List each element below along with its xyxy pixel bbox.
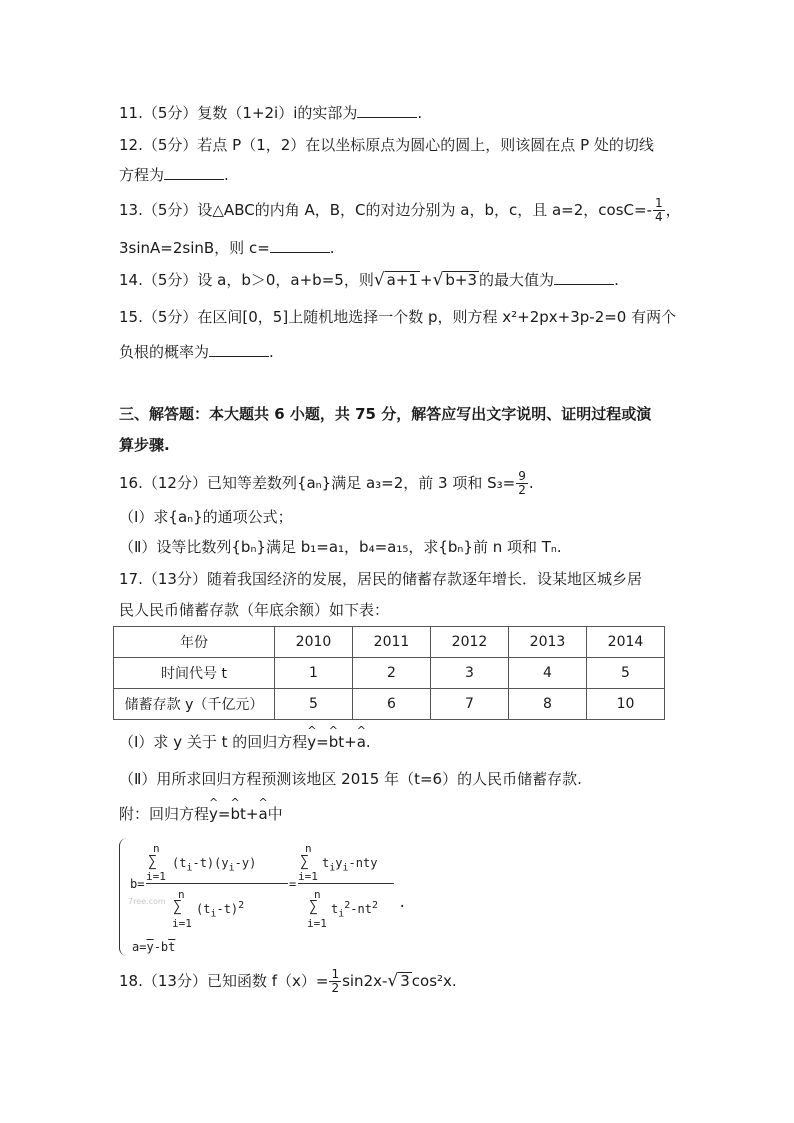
question-15-line2: 负根的概率为 . bbox=[119, 343, 274, 361]
table-cell: 10 bbox=[587, 689, 665, 720]
fraction: $\frac{9}{2}$ bbox=[518, 469, 526, 497]
table-cell: 8 bbox=[509, 689, 587, 720]
table-cell: 4 bbox=[509, 658, 587, 689]
table-cell: 2012 bbox=[431, 627, 509, 658]
question-17-line1: 17.（13分）随着我国经济的发展，居民的储蓄存款逐年增长．设某地区城乡居 bbox=[119, 570, 642, 588]
question-14: 14.（5分）设 a，b＞0，a+b=5，则√ a+1 +√ b+3 的最大值为 . bbox=[119, 270, 619, 290]
section-heading-line1: 三、解答题：本大题共 6 小题，共 75 分，解答应写出文字说明、证明过程或演 bbox=[119, 405, 652, 423]
question-11: 11.（5分）复数（1+2i）i的实部为 . bbox=[119, 104, 423, 122]
table-cell: 2011 bbox=[353, 627, 431, 658]
table-cell: 储蓄存款 y（千亿元） bbox=[114, 689, 275, 720]
sqrt-symbol: √ bbox=[387, 971, 399, 991]
table-cell: 5 bbox=[275, 689, 353, 720]
question-16: 16.（12分）已知等差数列{aₙ}满足 a₃=2，前 3 项和 S₃= $\frac{9}{2}$ . bbox=[119, 469, 534, 497]
table-row bbox=[114, 658, 665, 689]
sqrt-symbol: √ bbox=[373, 270, 385, 290]
question-12-line2: 方程为 . bbox=[119, 166, 229, 184]
question-16-part1: （Ⅰ）求{aₙ}的通项公式； bbox=[119, 508, 293, 526]
table-cell: 3 bbox=[431, 658, 509, 689]
table-cell: 2010 bbox=[275, 627, 353, 658]
table-cell: 5 bbox=[587, 658, 665, 689]
question-12-line1: 12.（5分）若点 P（1，2）在以坐标原点为圆心的圆上，则该圆在点 P 处的切线 bbox=[119, 136, 654, 154]
watermark: 7ree.com bbox=[128, 897, 166, 906]
table-row bbox=[114, 627, 665, 658]
question-13-line2: 3sinA=2sinB，则 c= . bbox=[119, 239, 335, 257]
table-cell: 6 bbox=[353, 689, 431, 720]
fraction: $\frac{1}{2}$ bbox=[331, 967, 340, 995]
question-17-part2: （Ⅱ）用所求回归方程预测该地区 2015 年（t=6）的人民币储蓄存款. bbox=[119, 770, 582, 788]
question-15-line1: 15.（5分）在区间[0，5]上随机地选择一个数 p，则方程 x²+2px+3p-2=0 有两个 bbox=[119, 308, 677, 326]
table-cell: 7 bbox=[431, 689, 509, 720]
question-18: 18.（13分）已知函数 f（x）= $\frac{1}{2}$ sin2x-√ 3 cos²x. bbox=[119, 967, 457, 995]
answer-blank bbox=[357, 103, 417, 118]
formula-brace bbox=[119, 838, 128, 956]
table-cell: 时间代号 t bbox=[114, 658, 275, 689]
answer-blank bbox=[554, 270, 614, 285]
answer-blank bbox=[164, 165, 224, 180]
fraction-bar bbox=[298, 883, 394, 884]
answer-blank bbox=[270, 238, 330, 253]
table-cell: 1 bbox=[275, 658, 353, 689]
savings-table bbox=[113, 626, 665, 720]
section-heading-line2: 算步骤. bbox=[119, 436, 170, 454]
question-16-part2: （Ⅱ）设等比数列{bₙ}满足 b₁=a₁，b₄=a₁₅，求{bₙ}前 n 项和 Tₙ. bbox=[119, 538, 562, 556]
sqrt-symbol: √ bbox=[432, 270, 444, 290]
question-17-part1: （Ⅰ）求 y 关于 t 的回归方程^ y=^ bt+^ a. bbox=[119, 732, 371, 752]
fraction: $\frac{1}{4}$ bbox=[655, 196, 663, 224]
regression-note: 附：回归方程^ y=^ bt+^ a中 bbox=[119, 804, 283, 824]
question-13-line1: 13.（5分）设△ABC的内角 A，B，C的对边分别为 a，b，c，且 a=2，cosC=- $\frac{1}{4}$ ， bbox=[119, 196, 681, 224]
table-cell: 2013 bbox=[509, 627, 587, 658]
table-cell: 2014 bbox=[587, 627, 665, 658]
table-cell: 年份 bbox=[114, 627, 275, 658]
table-cell: 2 bbox=[353, 658, 431, 689]
question-17-line2: 民人民币储蓄存款（年底余额）如下表： bbox=[119, 601, 390, 619]
fraction-bar bbox=[146, 883, 288, 884]
answer-blank bbox=[209, 342, 269, 357]
table-row bbox=[114, 689, 665, 720]
